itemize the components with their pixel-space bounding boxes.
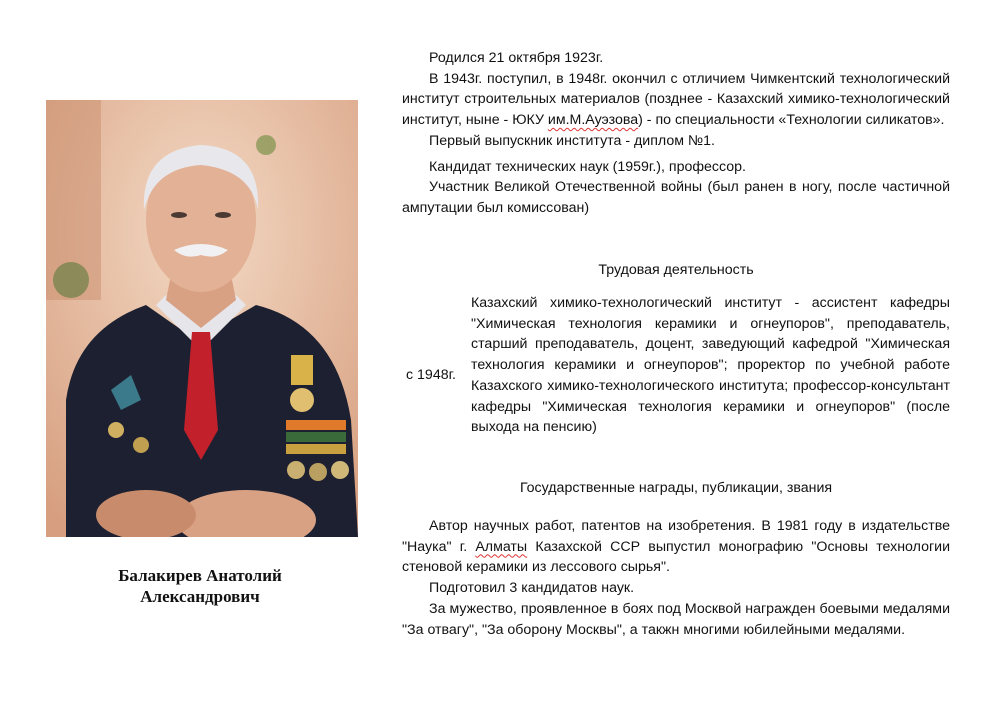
bio-education-underlined: им.М.Ауэзова (547, 112, 639, 129)
bio-first-graduate: Первый выпускник института - диплом №1. (429, 132, 715, 149)
person-name (60, 565, 340, 607)
name-line-2: Александрович (140, 587, 260, 606)
bio-war: Участник Великой Отечественной войны (был ранен в ногу, после частичной ампутации был комиссован) (402, 179, 950, 216)
awards-publications-tail: Казахской ССР выпустил монографию "Основы технологии стеновой керамики из лессового сырья". (402, 538, 950, 576)
bio-degree: Кандидат технических наук (1959г.), профессор. (429, 158, 746, 175)
awards-heading: Государственные награды, публикации, звания (519, 480, 833, 496)
bio-education-text: В 1943г. поступил, в 1948г. окончил с отличием Чимкентский технологический институт строительных материалов (позднее - Казахский химико-технологический институт, ныне - ЮКУ (402, 70, 950, 129)
bio-birth: Родился 21 октября 1923г. (429, 50, 604, 66)
labor-row (402, 293, 950, 459)
labor-heading-block (402, 260, 950, 281)
awards-section (402, 516, 950, 640)
awards-medals: За мужество, проявленное в боях под Москвой награжден боевыми медалями "За отвагу", "За оборону Москвы", а такжн многими юбилейными медалями. (402, 600, 950, 638)
labor-heading: Трудовая деятельность (598, 262, 754, 278)
awards-publications-text: Автор научных работ, патентов на изобретения. В 1981 году в издательстве "Наука" г. (402, 518, 950, 555)
bio-education-tail: ) - по специальности «Технологии силикатов». (638, 112, 945, 129)
portrait-photo (46, 100, 358, 537)
awards-publications (402, 516, 950, 578)
awards-candidates: Подготовил 3 кандидатов наук. (429, 580, 635, 597)
awards-city-underlined: Алматы (475, 538, 528, 555)
labor-year: с 1948г. (406, 367, 456, 383)
labor-text: Казахский химико-технологический институт - ассистент кафедры "Химическая технология керамики и огнеупоров", преподаватель, старший преподаватель, доцент, заведующий кафедрой "Химическая технология керамики и огнеупоров"; проректор по учебной работе Казахского химико-технологического института; профессор-консультант кафедры "Химическая технология керамики и огнеупоров" (после выхода на пенсию) (471, 295, 950, 436)
awards-heading-block (402, 478, 950, 499)
bio-section (402, 48, 950, 219)
bio-education (402, 69, 950, 131)
name-line-1: Балакирев Анатолий (118, 566, 282, 585)
portrait-illustration (46, 100, 358, 537)
